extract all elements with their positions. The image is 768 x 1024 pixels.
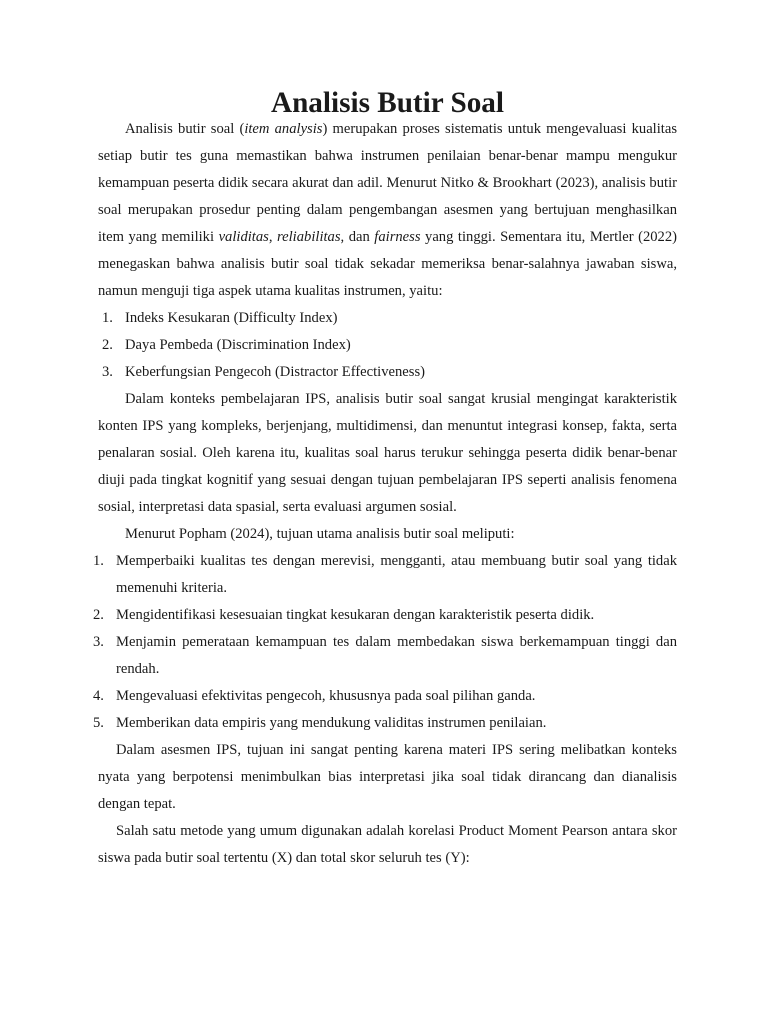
- document-page: [93, 87, 677, 872]
- document-title: Analisis Butir Soal: [270, 87, 505, 119]
- goals-list: [93, 548, 677, 737]
- list-item-text: Keberfungsian Pengecoh (Distractor Effectiveness): [125, 364, 426, 380]
- paragraph-ips-context: Dalam konteks pembelajaran IPS, analisis butir soal sangat krusial mengingat karakteristik konten IPS yang kompleks, berjenjang, multidimensi, dan menuntut integrasi konsep, fakta, serta penalaran sosial. Oleh karena itu, kualitas soal harus terukur sehingga peserta didik benar-benar diuji pada tingkat kognitif yang sesuai dengan tujuan pembelajaran IPS seperti analisis fenomena sosial, interpretasi data spasial, serta evaluasi argumen sosial.: [98, 391, 677, 515]
- list-number: 1.: [93, 553, 104, 569]
- list-number: 1.: [102, 310, 113, 326]
- list-item: [98, 332, 677, 359]
- intro-text-3: ,: [268, 229, 278, 245]
- list-item: [93, 710, 677, 737]
- intro-italic-validitas: validitas: [218, 229, 269, 245]
- list-item: [98, 305, 677, 332]
- list-item-text: Menjamin pemerataan kemampuan tes dalam membedakan siswa berkemampuan tinggi dan rendah.: [116, 634, 677, 677]
- list-item-text: Memperbaiki kualitas tes dengan merevisi, mengganti, atau membuang butir soal yang tidak memenuhi kriteria.: [116, 553, 677, 596]
- intro-italic-reliabilitas: reliabilitas: [277, 229, 341, 245]
- aspects-list: [98, 305, 677, 386]
- intro-text-4: , dan: [340, 229, 375, 245]
- list-item-text: Daya Pembeda (Discrimination Index): [125, 337, 351, 353]
- list-item: [93, 629, 677, 683]
- list-number: 4.: [93, 688, 104, 704]
- intro-text-1: Analisis butir soal (: [125, 121, 245, 137]
- list-item: [98, 359, 677, 386]
- list-item-text: Mengevaluasi efektivitas pengecoh, khususnya pada soal pilihan ganda.: [116, 688, 536, 704]
- paragraph-asesmen-ips: Dalam asesmen IPS, tujuan ini sangat penting karena materi IPS sering melibatkan konteks nyata yang berpotensi menimbulkan bias interpretasi jika soal tidak dirancang dan dianalisis dengan tepat.: [98, 742, 677, 812]
- list-item-text: Memberikan data empiris yang mendukung validitas instrumen penilaian.: [116, 715, 547, 731]
- list-number: 5.: [93, 715, 104, 731]
- intro-italic-item-analysis: item analysis: [244, 121, 323, 137]
- list-number: 2.: [102, 337, 113, 353]
- paragraph-pearson: Salah satu metode yang umum digunakan adalah korelasi Product Moment Pearson antara skor siswa pada butir soal tertentu (X) dan total skor seluruh tes (Y):: [98, 823, 677, 866]
- list-number: 3.: [93, 634, 104, 650]
- list-item: [93, 683, 677, 710]
- intro-text-2: ) merupakan proses sistematis untuk mengevaluasi kualitas setiap butir tes guna memastikan bahwa instrumen penilaian benar-benar mampu mengukur kemampuan peserta didik secara akurat dan adil. Menurut Nitko & Brookhart (2023), analisis butir soal merupakan prosedur penting dalam pengembangan asesmen yang bertujuan menghasilkan item yang memiliki: [98, 121, 677, 245]
- list-number: 2.: [93, 607, 104, 623]
- list-item-text: Indeks Kesukaran (Difficulty Index): [125, 310, 338, 326]
- list-number: 3.: [102, 364, 113, 380]
- intro-text-5: yang tinggi. Sementara itu, Mertler (2022) menegaskan bahwa analisis butir soal tidak sekadar memeriksa benar-salahnya jawaban siswa, namun menguji tiga aspek utama kualitas instrumen, yaitu:: [98, 229, 677, 299]
- list-item: [93, 602, 677, 629]
- paragraph-popham: Menurut Popham (2024), tujuan utama analisis butir soal meliputi:: [125, 526, 515, 542]
- intro-italic-fairness: fairness: [374, 229, 421, 245]
- list-item: [93, 548, 677, 602]
- paragraph-intro: [98, 116, 677, 305]
- list-item-text: Mengidentifikasi kesesuaian tingkat kesukaran dengan karakteristik peserta didik.: [116, 607, 595, 623]
